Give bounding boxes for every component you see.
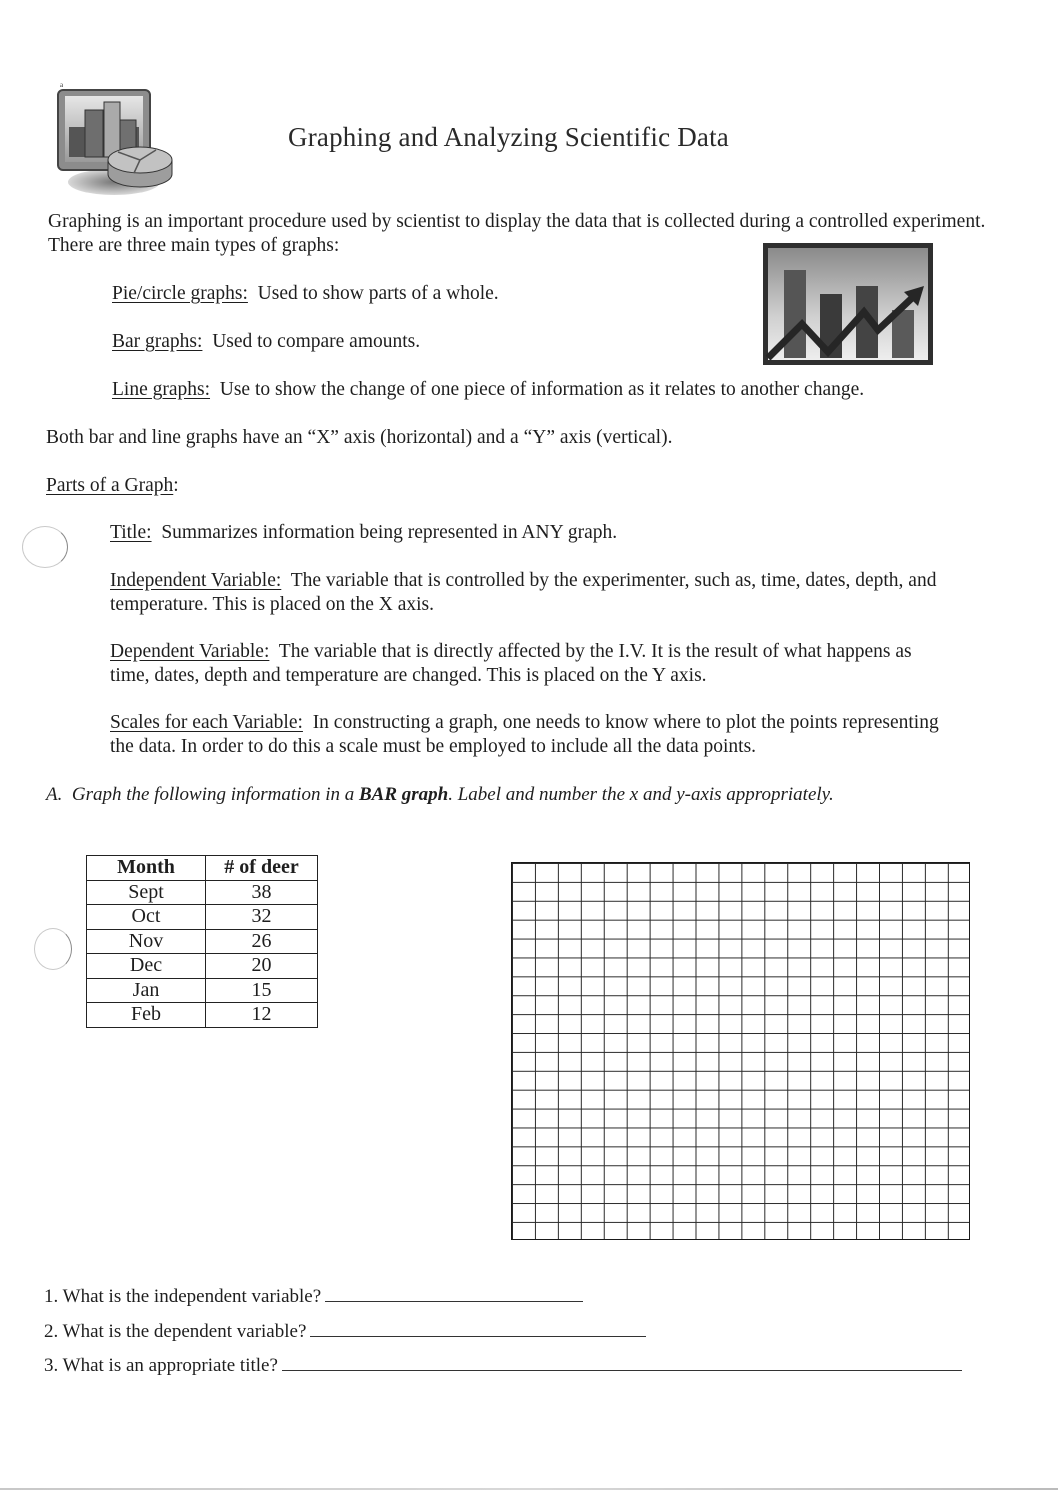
axes-note: Both bar and line graphs have an “X” axis (horizontal) and a “Y” axis (vertical).	[46, 427, 673, 448]
graph-type-term: Pie/circle graphs:	[112, 283, 248, 304]
parts-heading-colon: :	[173, 475, 179, 496]
table-row	[87, 929, 318, 954]
part-definition: Summarizes information being represented in ANY graph.	[161, 522, 618, 543]
graph-type-term: Bar graphs:	[112, 331, 203, 352]
cell-month: Nov	[87, 929, 206, 954]
svg-text:a: a	[60, 82, 64, 89]
page-bottom-edge	[0, 1488, 1058, 1490]
graph-type-definition: Used to show parts of a whole.	[257, 283, 499, 304]
part-dependent-variable	[110, 640, 950, 688]
cell-deer-count: 12	[206, 1003, 318, 1028]
cell-deer-count: 32	[206, 905, 318, 930]
part-scales	[110, 711, 950, 759]
column-header-deer: # of deer	[206, 856, 318, 881]
punch-hole-mark	[34, 928, 72, 970]
cell-month: Dec	[87, 954, 206, 979]
cell-month: Feb	[87, 1003, 206, 1028]
part-definition: In constructing a graph, one needs to know where to plot the points representing the data. In order to do this a scale must be employed to include all the data points.	[110, 712, 939, 757]
cell-deer-count: 20	[206, 954, 318, 979]
question-text: 1. What is the independent variable?	[44, 1286, 322, 1307]
parts-heading	[46, 474, 179, 498]
question-text: 3. What is an appropriate title?	[44, 1355, 278, 1376]
exercise-label: A.	[46, 784, 63, 805]
blank-graph-grid[interactable]	[511, 862, 970, 1240]
cell-deer-count: 38	[206, 880, 318, 905]
exercise-instruction	[46, 784, 834, 806]
table-row	[87, 1003, 318, 1028]
part-term: Independent Variable:	[110, 570, 282, 591]
cell-deer-count: 26	[206, 929, 318, 954]
table-row	[87, 978, 318, 1003]
cell-month: Oct	[87, 905, 206, 930]
column-header-month: Month	[87, 856, 206, 881]
answer-blank-independent-variable[interactable]	[325, 1283, 583, 1302]
part-definition: The variable that is directly affected by the I.V. It is the result of what happens as time, dates, depth and temperature are changed. This is placed on the Y axis.	[110, 641, 912, 686]
part-term: Title:	[110, 522, 152, 543]
instruction-bold: BAR graph	[358, 784, 449, 805]
answer-blank-dependent-variable[interactable]	[310, 1318, 646, 1337]
answer-blank-title[interactable]	[282, 1352, 962, 1371]
question-2	[44, 1318, 646, 1343]
document-title: Graphing and Analyzing Scientific Data	[288, 122, 729, 152]
graph-type-definition: Used to compare amounts.	[212, 331, 421, 352]
part-independent-variable	[110, 569, 950, 617]
cell-deer-count: 15	[206, 978, 318, 1003]
cell-month: Sept	[87, 880, 206, 905]
table-row	[87, 905, 318, 930]
cell-month: Jan	[87, 978, 206, 1003]
deer-data-table	[86, 855, 318, 1028]
part-term: Dependent Variable:	[110, 641, 270, 662]
parts-heading-text: Parts of a Graph	[46, 475, 174, 496]
question-text: 2. What is the dependent variable?	[44, 1321, 307, 1342]
question-1	[44, 1283, 583, 1308]
table-row	[87, 880, 318, 905]
monitor-bar-pie-chart-icon	[52, 82, 177, 200]
part-title	[110, 521, 950, 545]
graph-type-pie	[112, 282, 499, 306]
intro-paragraph: Graphing is an important procedure used by scientist to display the data that is collected during a controlled experiment. There are three main types of graphs:	[48, 211, 986, 256]
table-header-row	[87, 856, 318, 881]
instruction-pre: Graph the following information in a	[71, 784, 359, 805]
graph-type-term: Line graphs:	[112, 379, 211, 400]
graph-type-line	[112, 378, 864, 402]
punch-hole-mark	[22, 526, 68, 568]
graph-type-bar	[112, 330, 420, 354]
part-term: Scales for each Variable:	[110, 712, 303, 733]
table-row	[87, 954, 318, 979]
part-definition: The variable that is controlled by the experimenter, such as, time, dates, depth, and temperature. This is placed on the X axis.	[110, 570, 937, 615]
question-3	[44, 1352, 962, 1377]
instruction-post: . Label and number the x and y-axis appropriately.	[448, 784, 834, 805]
bar-line-trend-chart-icon	[762, 242, 934, 366]
graph-type-definition: Use to show the change of one piece of information as it relates to another change.	[219, 379, 865, 400]
